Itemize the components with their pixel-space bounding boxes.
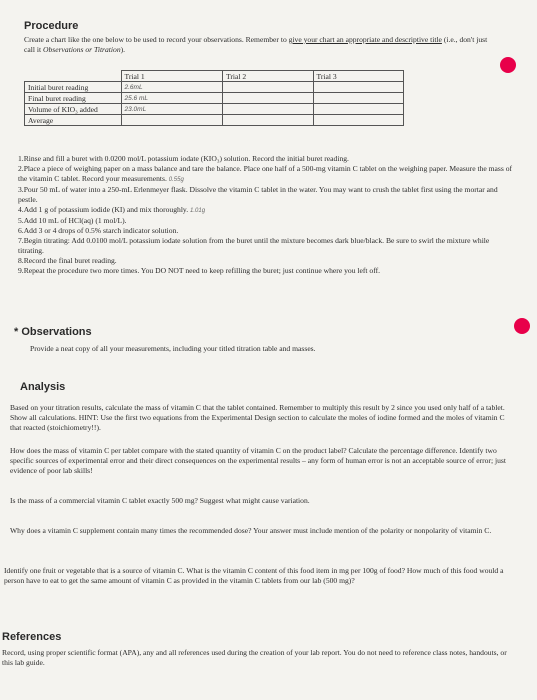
table-row bbox=[25, 82, 404, 93]
intro-text-2: (i.e., don't just call it bbox=[24, 35, 488, 54]
asterisk-icon: * bbox=[14, 326, 22, 338]
row-label: Final buret reading bbox=[25, 93, 122, 104]
table-header-cell: Trial 2 bbox=[223, 71, 313, 82]
intro-underlined: give your chart an appropriate and descriptive title bbox=[288, 35, 442, 44]
procedure-steps bbox=[18, 154, 513, 276]
empty-cell bbox=[313, 93, 404, 104]
handwritten-ki: 1.01g bbox=[190, 208, 206, 214]
references-text: Record, using proper scientific format (APA), any and all references used during the creation of your lab report. You do not need to reference class notes, handouts, or this lab guide. bbox=[2, 648, 507, 667]
procedure-intro bbox=[24, 35, 494, 55]
step-text: 4.Add 1 g of potassium iodide (KI) and mix thoroughly. bbox=[18, 205, 189, 214]
observations-heading bbox=[14, 326, 92, 338]
table-row bbox=[25, 115, 404, 126]
observation-table bbox=[24, 70, 404, 126]
procedure-status-dot[interactable] bbox=[500, 57, 516, 73]
observations-heading-text: Observations bbox=[21, 326, 92, 338]
table-row bbox=[25, 93, 404, 104]
intro-text-3: ). bbox=[120, 45, 126, 54]
step-item: 7.Begin titrating: Add 0.0100 mol/L potassium iodate solution from the buret until the mixture becomes dark blue/black. Be sure to swirl the mixture while titrating. bbox=[18, 236, 490, 255]
table-row bbox=[25, 104, 404, 115]
row-label: Average bbox=[25, 115, 122, 126]
empty-cell bbox=[223, 104, 313, 115]
analysis-q3: Is the mass of a commercial vitamin C tablet exactly 500 mg? Suggest what might cause variation. bbox=[10, 496, 310, 505]
step-item: 3.Pour 50 mL of water into a 250-mL Erlenmeyer flask. Dissolve the vitamin C tablet in the water. You may want to crush the tablet first using the mortar and pestle. bbox=[18, 185, 498, 204]
analysis-q5: Identify one fruit or vegetable that is a source of vitamin C. What is the vitamin C content of this food item in mg per 100g of food? How much of this food would a person have to eat to get the same amount of vitamin C as provided in the vitamin C tablets from our lab (500 mg)? bbox=[4, 566, 504, 585]
step-item: 5.Add 10 mL of HCl(aq) (1 mol/L). bbox=[18, 216, 127, 225]
step-item: 9.Repeat the procedure two more times. You DO NOT need to keep refilling the buret; just continue where you left off. bbox=[18, 266, 381, 275]
analysis-heading: Analysis bbox=[20, 381, 66, 393]
empty-cell bbox=[223, 82, 313, 93]
empty-cell bbox=[313, 115, 404, 126]
intro-text: Create a chart like the one below to be used to record your observations. Remember to bbox=[24, 35, 289, 44]
table-header-cell: Trial 3 bbox=[313, 71, 404, 82]
trial1-value: 2.6mL bbox=[121, 82, 223, 93]
empty-cell bbox=[223, 93, 313, 104]
observations-status-dot[interactable] bbox=[514, 318, 530, 334]
step-item bbox=[18, 164, 513, 185]
table-header-cell bbox=[25, 71, 122, 82]
procedure-heading: Procedure bbox=[24, 20, 79, 32]
row-label: Initial buret reading bbox=[25, 82, 122, 93]
table-header-row bbox=[25, 71, 404, 82]
analysis-q2: How does the mass of vitamin C per tablet compare with the stated quantity of vitamin C on the product label? Calculate the percentage difference. Identify two specific sources of experimental error and their direct consequences on the experimental results – any form of human error is not an acceptable source of error; just evidence of poor lab skills! bbox=[10, 446, 506, 475]
handwritten-mass: 0.55g bbox=[168, 177, 184, 183]
step-text: 2.Place a piece of weighing paper on a mass balance and tare the balance. Place one half of a 500-mg vitamin C tablet on the weighing paper. Measure the mass of the vitamin C tablet. Record your measurements. bbox=[18, 164, 513, 183]
empty-cell bbox=[223, 115, 313, 126]
step-item: 6.Add 3 or 4 drops of 0.5% starch indicator solution. bbox=[18, 226, 179, 235]
step-item: 1.Rinse and fill a buret with 0.0200 mol/L potassium iodate (KIO₃) solution. Record the initial buret reading. bbox=[18, 154, 349, 163]
step-item: 8.Record the final buret reading. bbox=[18, 256, 117, 265]
observations-text: Provide a neat copy of all your measurements, including your titled titration table and masses. bbox=[30, 344, 316, 353]
step-item bbox=[18, 205, 513, 216]
table-header-cell: Trial 1 bbox=[121, 71, 223, 82]
empty-cell bbox=[313, 104, 404, 115]
analysis-q4: Why does a vitamin C supplement contain many times the recommended dose? Your answer must include mention of the polarity or nonpolarity of vitamin C. bbox=[10, 526, 492, 535]
trial1-value: 23.0mL bbox=[121, 104, 223, 115]
intro-italic: Observations or Titration bbox=[42, 45, 121, 54]
trial1-value bbox=[121, 115, 223, 126]
analysis-q1: Based on your titration results, calculate the mass of vitamin C that the tablet contained. Remember to multiply this result by 2 since you used only half of a tablet. Show all calculations. HINT: Use the first two equations from the Experimental Design section to calculate the moles of iodine formed and the moles of vitamin C that reacted (stoichiometry!!). bbox=[10, 403, 505, 432]
row-label: Volume of KIO₃ added bbox=[25, 104, 122, 115]
references-heading: References bbox=[2, 631, 62, 643]
trial1-value: 25.6 mL bbox=[121, 93, 223, 104]
empty-cell bbox=[313, 82, 404, 93]
